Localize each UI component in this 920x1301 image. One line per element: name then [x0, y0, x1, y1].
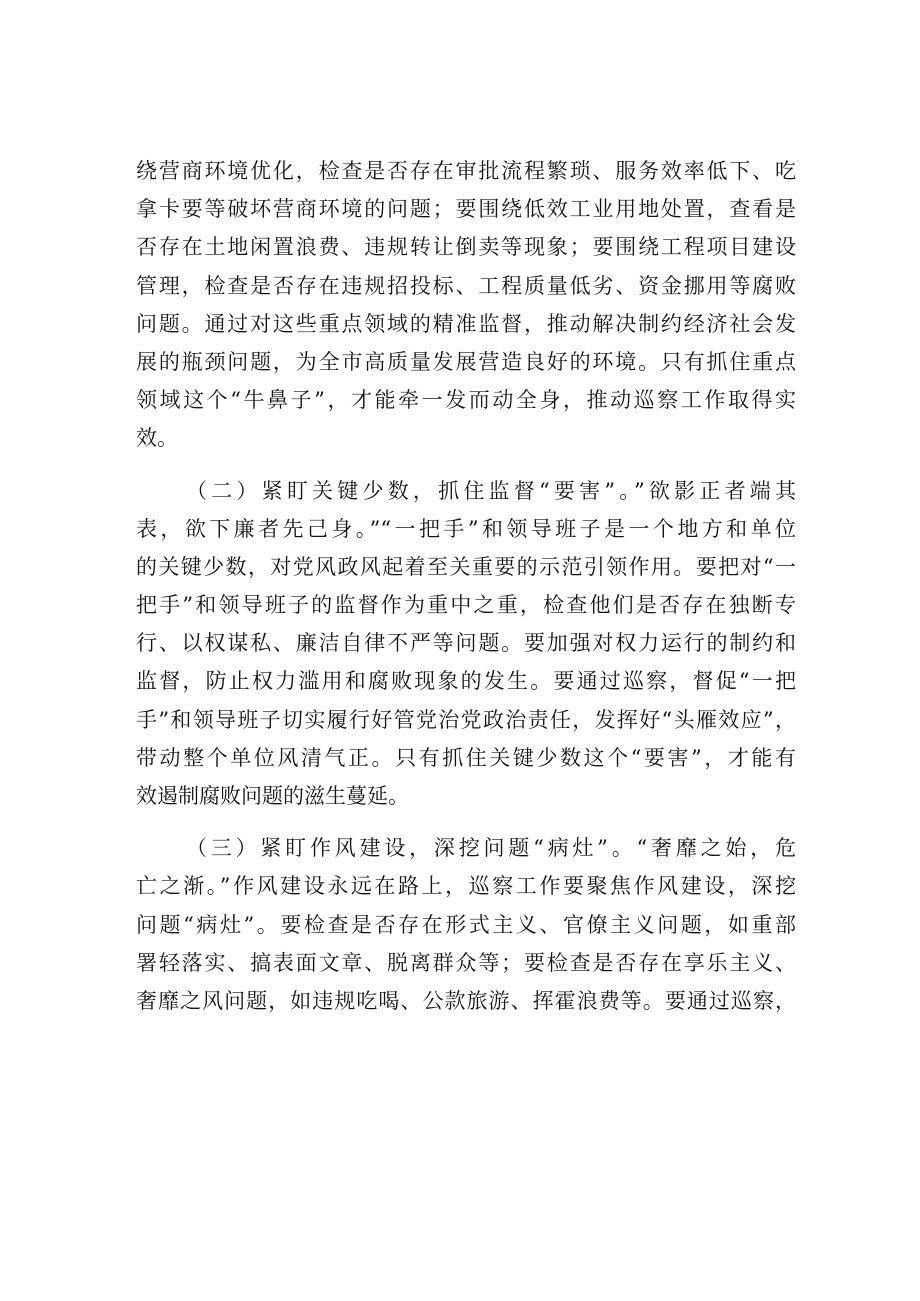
- text-line: 带动整个单位风清气正。只有抓住关键少数这个“要害”，才能有: [136, 745, 796, 770]
- text-line: 奢靡之风问题，如违规吃喝、公款旅游、挥霍浪费等。要通过巡察，: [136, 988, 796, 1013]
- text-line: 绕营商环境优化，检查是否存在审批流程繁琐、服务效率低下、吃: [136, 159, 796, 183]
- paragraph-business-environment: [136, 152, 796, 458]
- text-line: 展的瓶颈问题，为全市高质量发展营造良好的环境。只有抓住重点: [136, 349, 796, 374]
- text-line: 监督，防止权力滥用和腐败现象的发生。要通过巡察，督促“一把: [136, 669, 796, 694]
- text-line: 亡之渐。”作风建设永远在路上，巡察工作要聚焦作风建设，深挖: [136, 874, 796, 899]
- paragraph-heading-line: （三）紧盯作风建设，深挖问题“病灶”。“奢靡之始，危: [186, 836, 796, 861]
- document-body: [136, 152, 796, 1020]
- paragraph-work-style: [136, 829, 796, 1020]
- paragraph-gap: [136, 815, 796, 829]
- text-line: 否存在土地闲置浪费、违规转让倒卖等现象；要围绕工程项目建设: [136, 235, 796, 260]
- paragraph-key-minority: [136, 472, 796, 816]
- text-line: 把手”和领导班子的监督作为重中之重，检查他们是否存在独断专: [136, 593, 796, 618]
- text-line: 效。: [136, 426, 178, 451]
- text-line: 行、以权谋私、廉洁自律不严等问题。要加强对权力运行的制约和: [136, 631, 796, 656]
- text-line: 的关键少数，对党风政风起着至关重要的示范引领作用。要把对“一: [136, 554, 796, 579]
- text-line: 问题“病灶”。要检查是否存在形式主义、官僚主义问题，如重部: [136, 912, 796, 937]
- text-line: 管理，检查是否存在违规招投标、工程质量低劣、资金挪用等腐败: [136, 273, 796, 298]
- text-line: 表，欲下廉者先己身。”“一把手”和领导班子是一个地方和单位: [136, 516, 796, 541]
- text-line: 手”和领导班子切实履行好管党治党政治责任，发挥好“头雁效应”，: [136, 707, 796, 732]
- text-line: 效遏制腐败问题的滋生蔓延。: [136, 784, 409, 808]
- paragraph-gap: [136, 458, 796, 472]
- text-line: 署轻落实、搞表面文章、脱离群众等；要检查是否存在享乐主义、: [136, 950, 796, 975]
- text-line: 领域这个“牛鼻子”，才能牵一发而动全身，推动巡察工作取得实: [136, 388, 796, 413]
- paragraph-heading-line: （二）紧盯关键少数，抓住监督“要害”。”欲影正者端其: [186, 478, 796, 503]
- text-line: 拿卡要等破坏营商环境的问题；要围绕低效工业用地处置，查看是: [136, 197, 796, 222]
- text-line: 问题。通过对这些重点领域的精准监督，推动解决制约经济社会发: [136, 311, 796, 336]
